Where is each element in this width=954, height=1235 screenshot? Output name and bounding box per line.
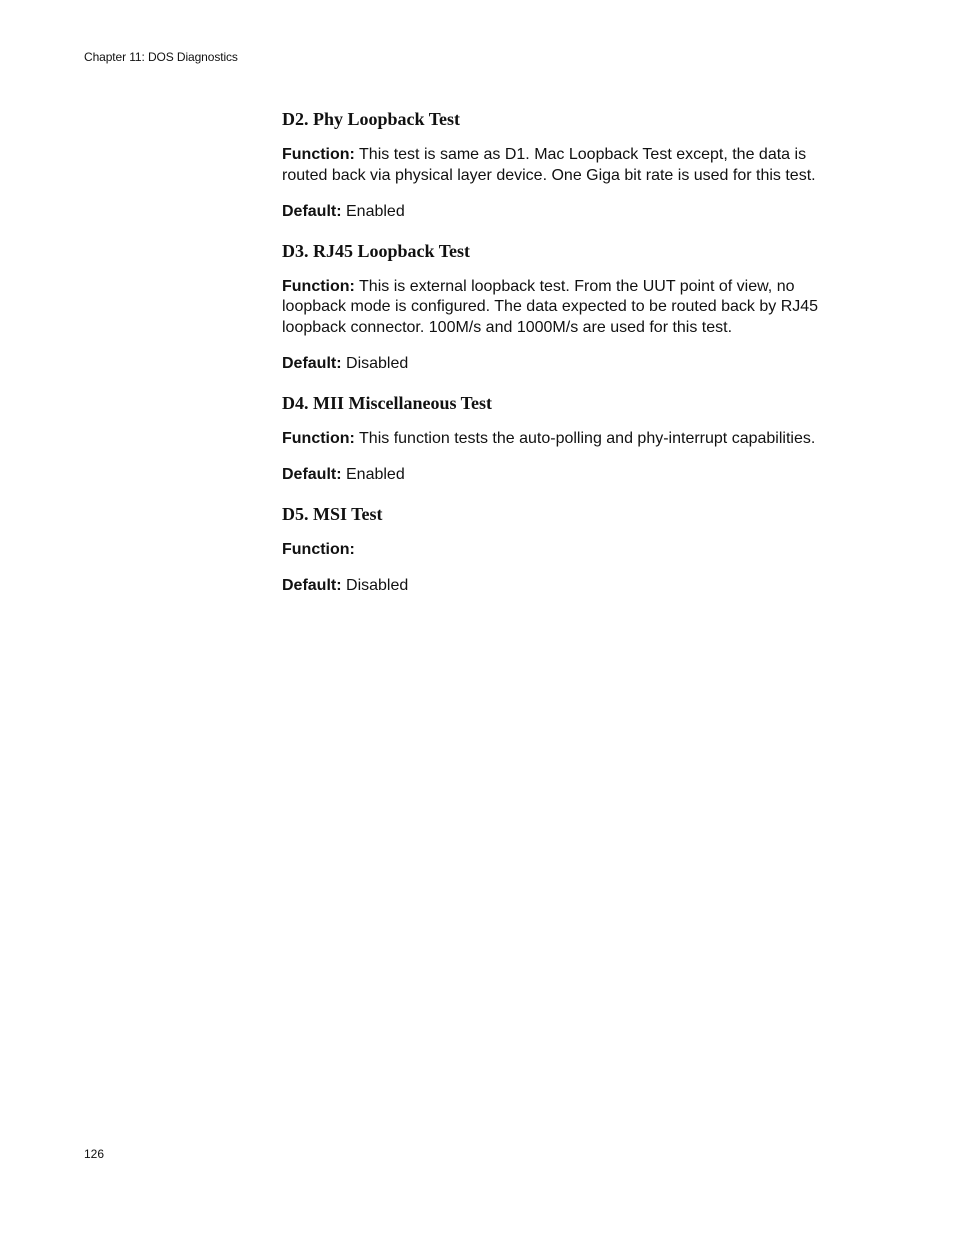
- function-paragraph: [282, 429, 842, 450]
- section-heading: D2. Phy Loopback Test: [282, 109, 461, 129]
- function-label: Function:: [282, 146, 355, 163]
- function-label: Function:: [282, 540, 355, 558]
- function-label: Function:: [282, 429, 355, 447]
- running-header: Chapter 11: DOS Diagnostics: [84, 50, 238, 64]
- function-paragraph: [282, 145, 842, 186]
- function-text: This is external loopback test. From the UUT point of view, no loopback mode is configured. The data expected to be routed back by RJ45 loopback connector. 100M/s and 1000M/s are used for this test.: [282, 277, 819, 336]
- function-paragraph: [282, 277, 842, 339]
- default-paragraph: [282, 354, 842, 375]
- section-d4: [282, 392, 842, 486]
- default-value: Enabled: [341, 203, 405, 220]
- default-label: Default:: [282, 466, 342, 483]
- default-label: Default:: [282, 577, 342, 594]
- function-text: This test is same as D1. Mac Loopback Test except, the data is routed back via physical layer device. One Giga bit rate is used for this test.: [282, 146, 816, 184]
- section-d2: [282, 108, 842, 223]
- default-paragraph: [282, 576, 842, 597]
- default-paragraph: [282, 465, 842, 486]
- default-value: Enabled: [341, 466, 405, 483]
- default-value: Disabled: [341, 577, 409, 594]
- function-label: Function:: [282, 277, 355, 295]
- main-content: [282, 108, 842, 614]
- page-number: 126: [84, 1147, 105, 1161]
- default-paragraph: [282, 202, 842, 223]
- section-heading: D3. RJ45 Loopback Test: [282, 240, 471, 261]
- section-heading: D4. MII Miscellaneous Test: [282, 392, 493, 413]
- default-label: Default:: [282, 203, 342, 220]
- function-paragraph: [282, 540, 842, 561]
- function-text: This function tests the auto-polling and phy-interrupt capabilities.: [354, 429, 816, 447]
- default-label: Default:: [282, 355, 342, 372]
- section-d5: [282, 503, 842, 597]
- section-d3: [282, 240, 842, 375]
- section-heading: D5. MSI Test: [282, 503, 383, 524]
- default-value: Disabled: [341, 355, 409, 372]
